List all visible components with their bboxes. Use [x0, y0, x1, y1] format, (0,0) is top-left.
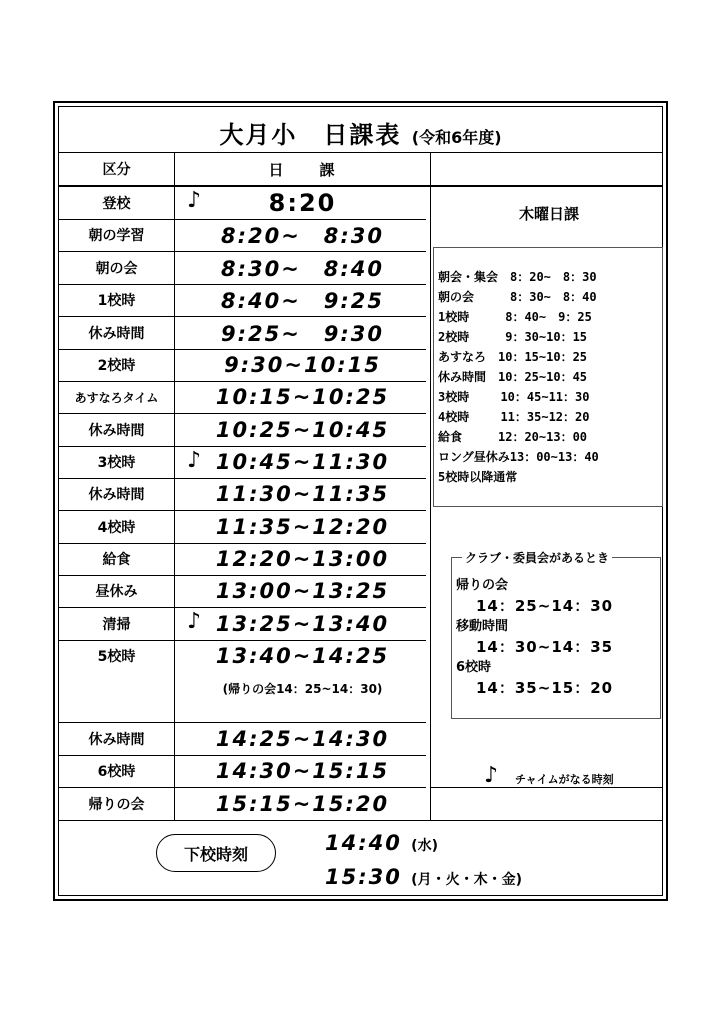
- row-time: 13:00~13:25: [215, 579, 390, 603]
- footer-divider: [59, 820, 662, 821]
- row-time: 8:20~ 8:30: [220, 224, 385, 248]
- thursday-line: 2校時 9：30~10：15: [438, 330, 588, 344]
- club-box: [451, 551, 661, 719]
- row-label: 4校時: [97, 519, 136, 536]
- row-label: 休み時間: [88, 731, 145, 748]
- dismissal-wed: [325, 831, 438, 855]
- row-time: 8:30~ 8:40: [220, 256, 385, 281]
- row-time: 14:25~14:30: [215, 726, 390, 751]
- row-time: 13:25~13:40: [215, 611, 390, 636]
- row-label: 帰りの会: [88, 796, 145, 813]
- title-year: (令和6年度): [411, 128, 502, 147]
- music-note-icon: ♪: [484, 763, 499, 788]
- header-kubun: 区分: [102, 162, 131, 178]
- thursday-line: 朝会・集会 8：20~ 8：30: [438, 270, 597, 284]
- row-time: 11:35~12:20: [215, 514, 390, 539]
- thursday-line: あすなろ 10：15~10：25: [438, 350, 588, 364]
- dismissal-other-time: 15:30: [325, 865, 402, 889]
- row-label: 給食: [102, 552, 131, 568]
- thursday-line: 1校時 8：40~ 9：25: [438, 310, 592, 324]
- row-time: 10:15~10:25: [215, 385, 390, 409]
- row-label: 朝の学習: [88, 228, 145, 244]
- row-time: 12:20~13:00: [215, 547, 390, 571]
- row-label: 朝の会: [95, 260, 138, 277]
- dismissal-other: [325, 865, 522, 889]
- row-time: 14:30~15:15: [215, 759, 390, 783]
- row-label: 休み時間: [88, 422, 145, 439]
- club-line: 14：30~14：35: [476, 637, 614, 656]
- row-label: 5校時: [97, 649, 136, 665]
- page-title: [59, 115, 662, 150]
- club-line: 移動時間: [456, 619, 509, 634]
- row-time: 10:45~11:30: [215, 450, 390, 474]
- col-divider-1: [174, 152, 175, 820]
- row-time: 8:20: [268, 188, 337, 217]
- row-divider: [59, 186, 662, 187]
- row-label: 2校時: [97, 358, 136, 374]
- club-line: 14：25~14：30: [476, 596, 614, 615]
- timetable-frame: [53, 101, 668, 901]
- row-label: 1校時: [97, 293, 136, 309]
- club-title: クラブ・委員会があるとき: [462, 549, 612, 566]
- row-label: 清掃: [102, 616, 131, 633]
- row-time: 8:40~ 9:25: [220, 289, 385, 313]
- timetable-inner: [58, 106, 663, 896]
- row-label: あすなろタイム: [74, 390, 159, 405]
- row-label: 6校時: [97, 764, 136, 780]
- row-time: 13:40~14:25: [215, 644, 390, 668]
- dismissal-label: 下校時刻: [156, 834, 276, 872]
- row-label: 休み時間: [88, 487, 145, 503]
- thursday-line: 給食 12：20~13：00: [438, 430, 588, 444]
- club-line: 6校時: [456, 660, 492, 675]
- row-time: 10:25~10:45: [215, 417, 390, 442]
- right-col-divider: [430, 787, 662, 788]
- thursday-line: 休み時間 10：25~10：45: [438, 370, 588, 384]
- thursday-line: 3校時 10：45~11：30: [438, 390, 590, 404]
- row-time: 15:15~15:20: [215, 791, 390, 816]
- music-note-icon: ♪: [187, 188, 202, 213]
- row-label: 休み時間: [88, 325, 145, 342]
- row-label: 昼休み: [95, 584, 138, 600]
- club-line: 14：35~15：20: [476, 678, 614, 697]
- col-divider-2: [430, 152, 431, 820]
- dismissal-wed-day: (水): [411, 838, 438, 854]
- thursday-line: ロング昼休み13：00~13：40: [438, 450, 599, 464]
- row-note: (帰りの会14：25~14：30): [222, 681, 383, 696]
- chime-note: チャイムがなる時刻: [515, 773, 614, 786]
- dismissal-wed-time: 14:40: [325, 831, 402, 855]
- row-label: 3校時: [97, 455, 136, 471]
- thursday-line: 朝の会 8：30~ 8：40: [438, 290, 597, 304]
- thursday-line: 4校時 11：35~12：20: [438, 410, 590, 424]
- header-nikka: 日 課: [268, 160, 337, 179]
- row-label: 登校: [102, 195, 131, 212]
- row-time: 11:30~11:35: [215, 482, 390, 506]
- club-line: 帰りの会: [456, 578, 509, 593]
- title-main: 大月小 日課表: [219, 121, 402, 149]
- music-note-icon: ♪: [187, 448, 202, 473]
- thursday-box: [433, 247, 663, 507]
- music-note-icon: ♪: [187, 609, 202, 634]
- row-time: 9:30~10:15: [224, 353, 381, 377]
- thursday-title: 木曜日課: [518, 205, 579, 223]
- row-time: 9:25~ 9:30: [220, 321, 385, 346]
- dismissal-other-day: (月・火・木・金): [411, 872, 522, 888]
- thursday-line: 5校時以降通常: [438, 470, 518, 484]
